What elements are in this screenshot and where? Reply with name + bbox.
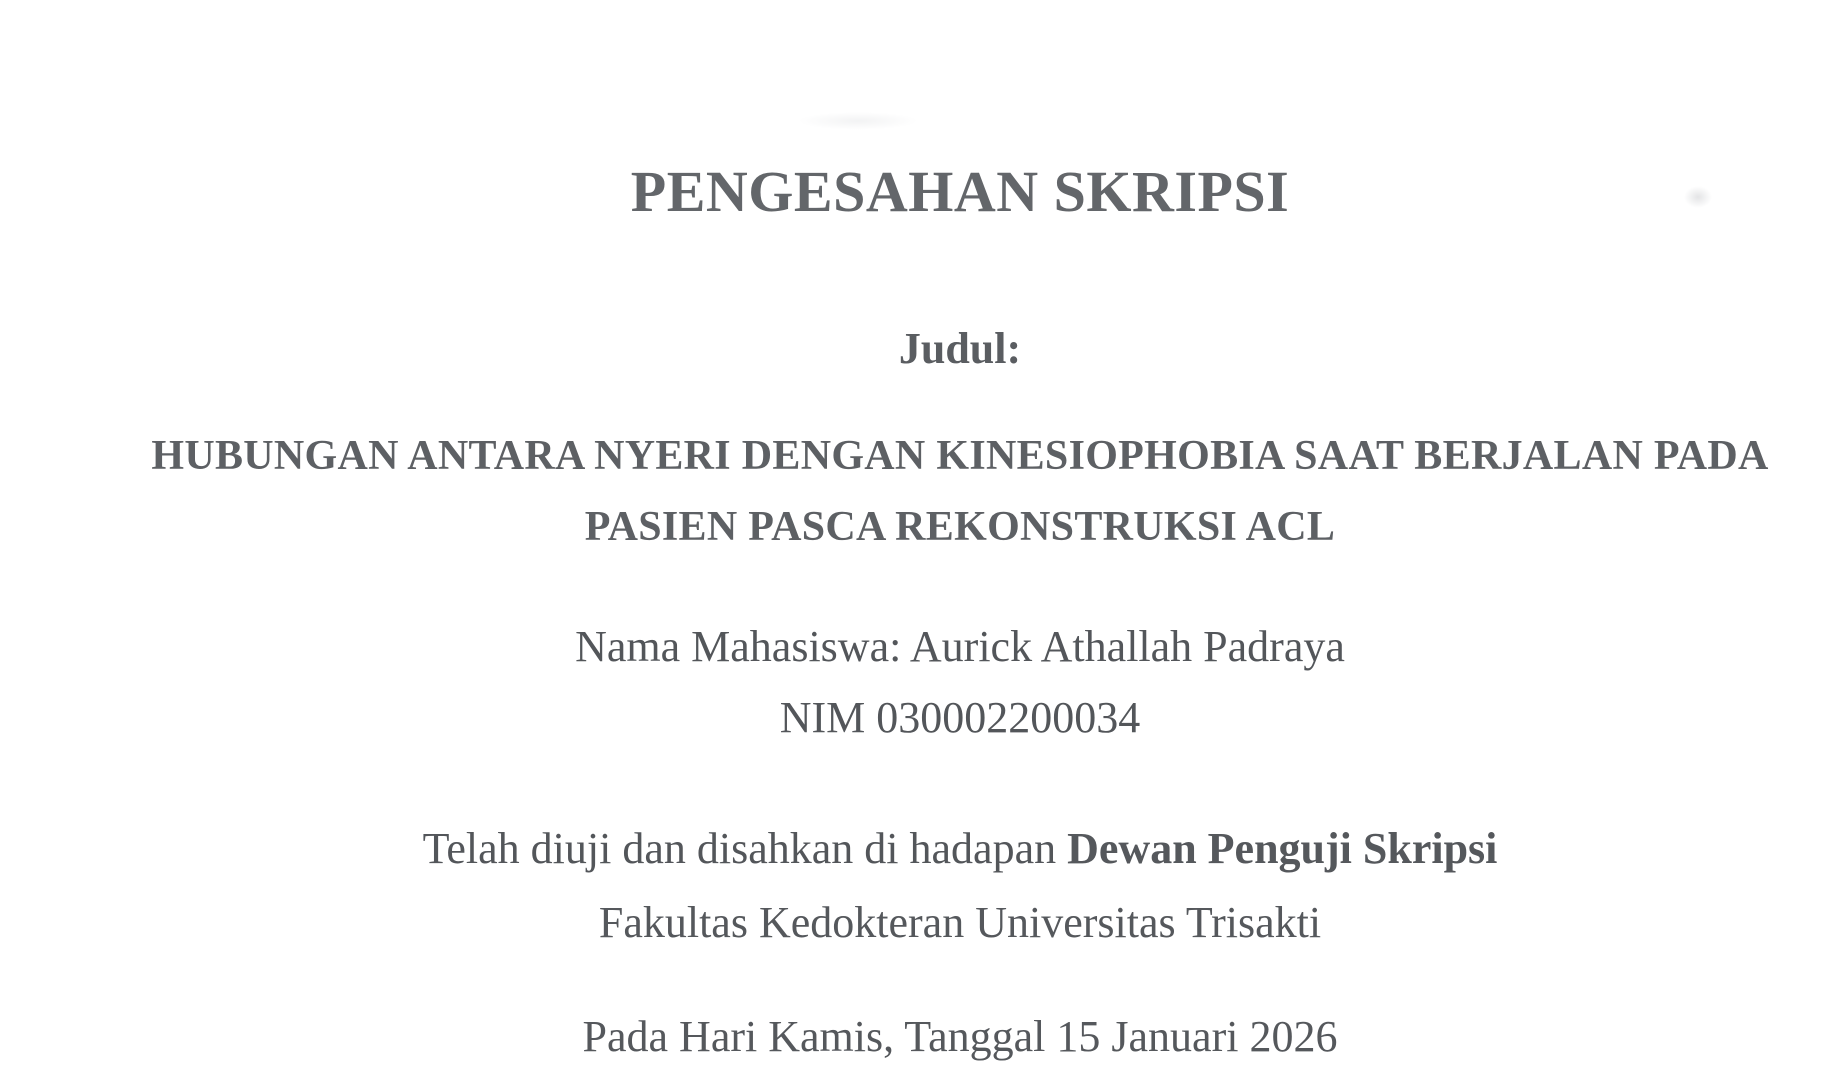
examination-statement-bold-text: Dewan Penguji Skripsi: [1067, 824, 1498, 873]
student-name-line: Nama Mahasiswa: Aurick Athallah Padraya: [575, 622, 1345, 671]
examination-statement-line: [42, 823, 1836, 876]
judul-label: Judul:: [898, 324, 1022, 373]
examination-date-line: Pada Hari Kamis, Tanggal 15 Januari 2026: [582, 1012, 1338, 1061]
examination-statement-regular-text: Telah diuji dan disahkan di hadapan: [422, 824, 1068, 873]
faculty-line: Fakultas Kedokteran Universitas Trisakti: [598, 898, 1322, 947]
thesis-title-line-2: PASIEN PASCA REKONSTRUKSI ACL: [584, 504, 1336, 550]
page-title: PENGESAHAN SKRIPSI: [630, 159, 1290, 224]
scan-smudge-artifact: [798, 112, 918, 130]
thesis-title-line-1: HUBUNGAN ANTARA NYERI DENGAN KINESIOPHOBIA SAAT BERJALAN PADA: [151, 433, 1769, 479]
student-nim-line: NIM 030002200034: [779, 693, 1141, 742]
